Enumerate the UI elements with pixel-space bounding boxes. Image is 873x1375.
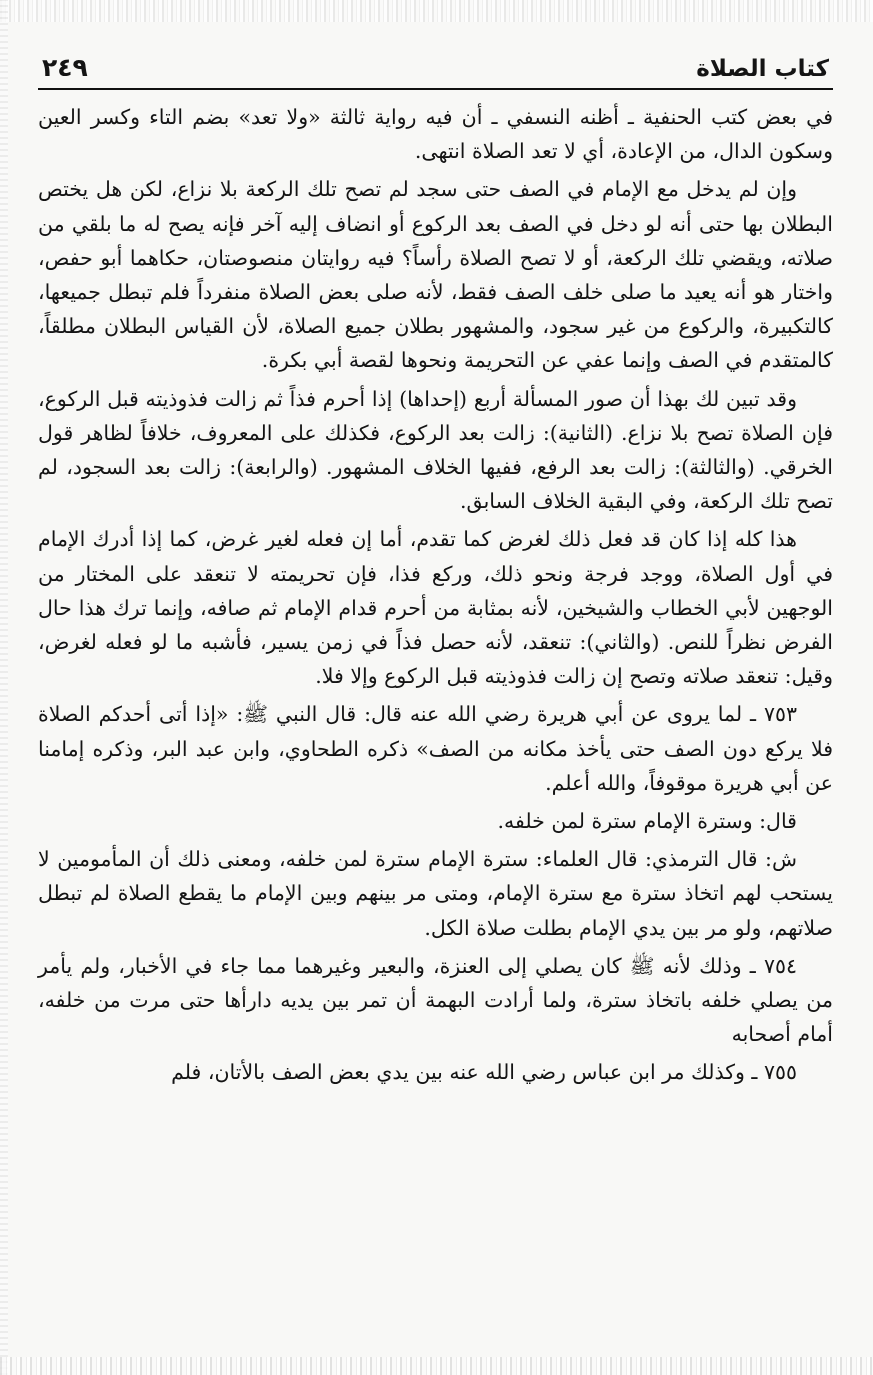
book-page: [38, 40, 833, 1090]
page-number: ٢٤٩: [42, 53, 88, 82]
scan-edge-bottom: [0, 1357, 873, 1375]
paragraph-4: هذا كله إذا كان قد فعل ذلك لغرض كما تقدم، أما إن فعله لغير غرض، كما إذا أدرك الإمام في أول الصلاة، ووجد فرجة ونحو ذلك، وركع فذا، فإن تحريمته لا تنعقد على المختار من الوجهين لأبي الخطاب والشيخين، لأنه بمثابة من أحرم قدام الإمام ثم صافه، وإنما ترك هذا حال الفرض نظراً للنص. (والثاني): تنعقد، لأنه حصل فذاً في زمن يسير، فأشبه ما لو فعله لغرض، وقيل: تنعقد صلاته وتصح إن زالت فذوذيته قبل الركوع وإلا فلا.: [38, 527, 833, 689]
commentary-paragraph: ش: قال الترمذي: قال العلماء: سترة الإمام سترة لمن خلفه، ومعنى ذلك أن المأمومين لا يستحب لهم اتخاذ سترة مع سترة الإمام، ومتى مر بينهم وبين الإمام ما يقطع الصلاة لم تبطل صلاتهم، ولو مر بين يدي الإمام بطلت صلاة الكل.: [38, 847, 833, 940]
hadith-754: ٧٥٤ ـ وذلك لأنه ﷺ كان يصلي إلى العنزة، والبعير وغيرهما مما جاء في الأخبار، ولم يأمر من يصلي خلفه باتخاذ سترة، ولما أرادت البهمة أن تمر بين يديه دارأها حتى مرت من خلفه، أمام أصحابه: [38, 953, 833, 1047]
paragraph-3: وقد تبين لك بهذا أن صور المسألة أربع (إحداها) إذا أحرم فذاً ثم زالت فذوذيته قبل الركوع، فإن الصلاة تصح بلا نزاع. (الثانية): زالت بعد الركوع، فكذلك على المعروف، خلافاً لظاهر قول الخرقي. (والثالثة): زالت بعد الرفع، ففيها الخلاف المشهور. (والرابعة): زالت بعد السجود، لم تصح تلك الركعة، وفي البقية الخلاف السابق.: [38, 386, 833, 514]
scan-edge-left: [0, 0, 8, 1375]
running-head: [38, 40, 833, 88]
hadith-755: ٧٥٥ ـ وكذلك مر ابن عباس رضي الله عنه بين يدي بعض الصف بالأتان، فلم: [171, 1060, 797, 1085]
hadith-753: ٧٥٣ ـ لما يروى عن أبي هريرة رضي الله عنه قال: قال النبي ﷺ: «إذا أتى أحدكم الصلاة فلا يركع دون الصف حتى يأخذ مكانه من الصف» ذكره الطحاوي، وابن عبد البر، وذكره إمامنا عن أبي هريرة موقوفاً، والله أعلم.: [38, 702, 833, 795]
scan-edge-top: [0, 0, 873, 22]
page-body: [38, 100, 833, 1090]
paragraph-1: في بعض كتب الحنفية ـ أظنه النسفي ـ أن فيه رواية ثالثة «ولا تعد» بضم التاء وكسر العين وسكون الدال، من الإعادة، أي لا تعد الصلاة انتهى.: [38, 105, 833, 164]
paragraph-2: وإن لم يدخل مع الإمام في الصف حتى سجد لم تصح تلك الركعة بلا نزاع، لكن هل يختص البطلان بها حتى أنه لو دخل في الصف بعد الركوع أو انضاف إليه آخر فإنه يصح له ما بلقي من صلاته، ويقضي تلك الركعة، أو لا تصح الصلاة رأساً؟ فيه روايتان منصوصتان، حكاهما أبو حفص، واختار هو أنه يعيد ما صلى خلف الصف فقط، لأنه صلى بعض الصلاة منفرداً فلم تبطل جميعها، كالتكبيرة، والركوع من غير سجود، والمشهور بطلان جميع الصلاة، لأن القياس البطلان مطلقاً، كالمتقدم في الصف وإنما عفي عن التحريمة ونحوها لقصة أبي بكرة.: [38, 177, 833, 373]
book-title: كتاب الصلاة: [696, 56, 829, 82]
header-rule: [38, 88, 833, 90]
matn-statement: قال: وسترة الإمام سترة لمن خلفه.: [497, 809, 797, 834]
